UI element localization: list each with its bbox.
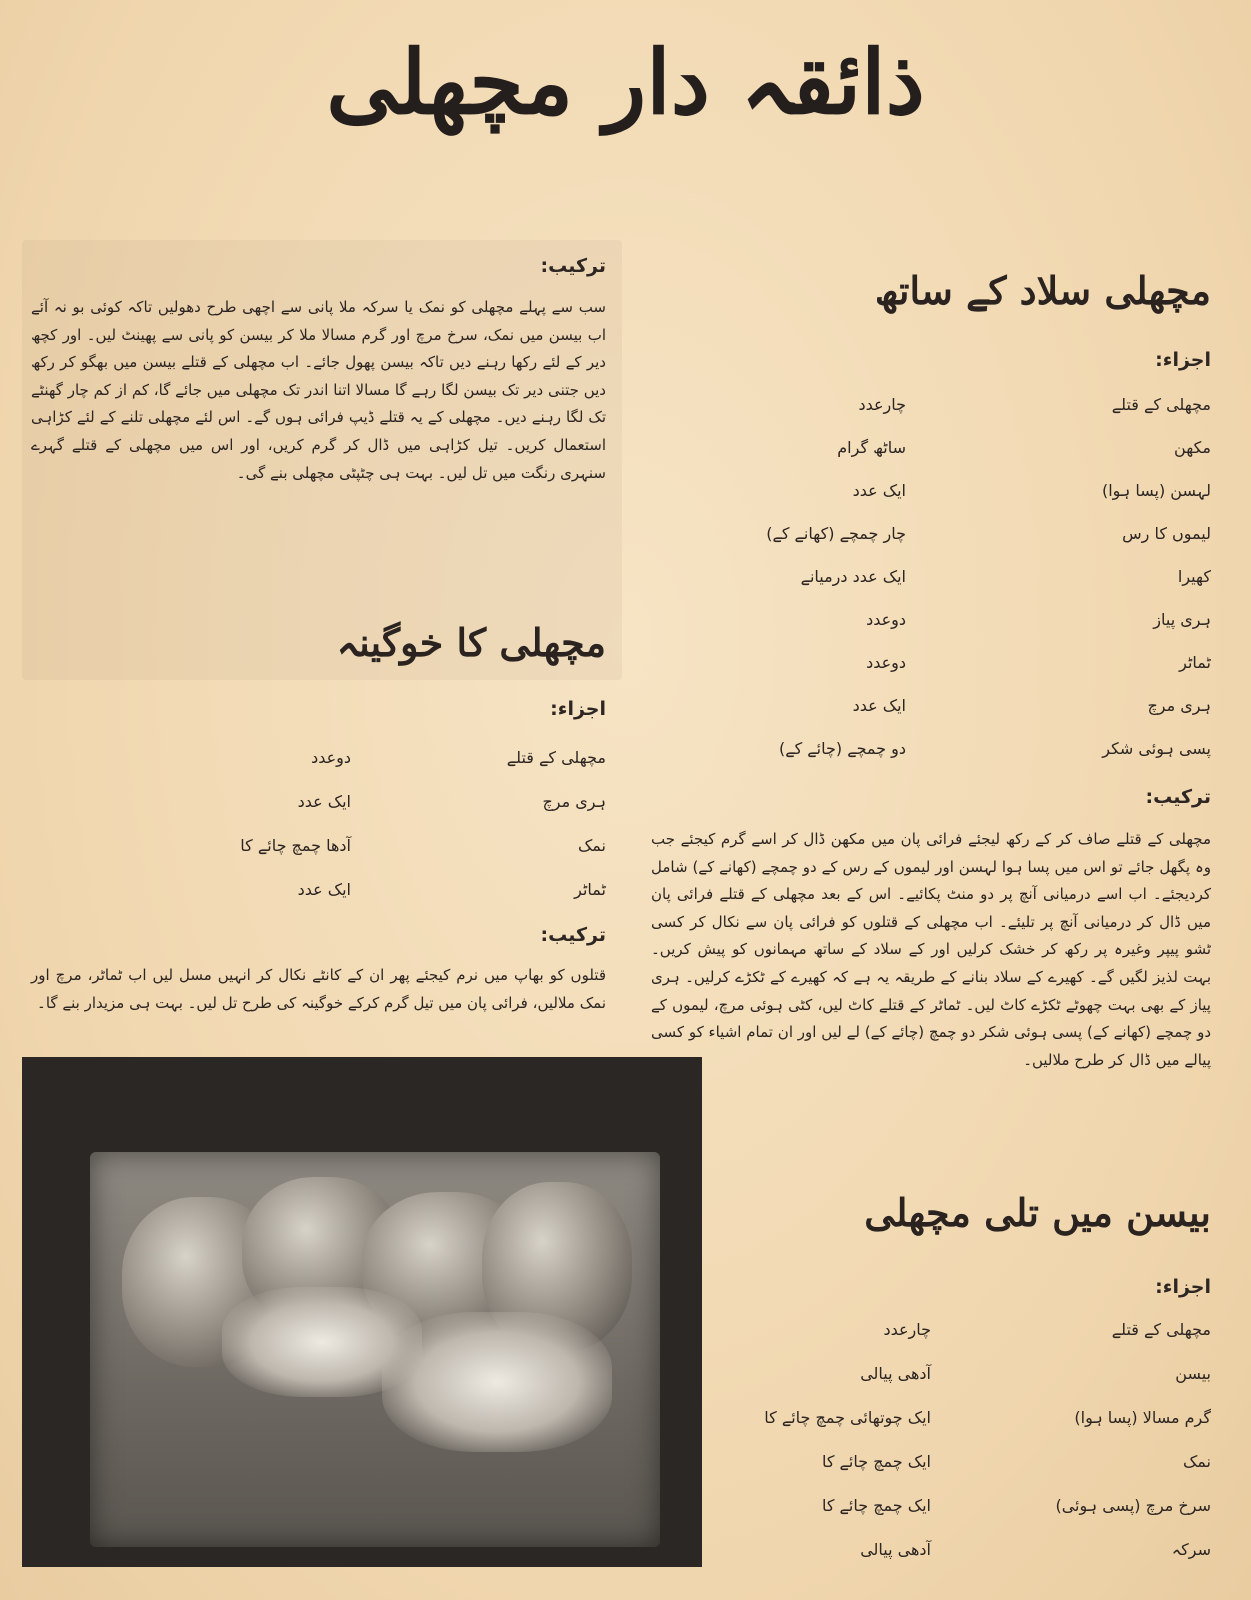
ingredient-item: لہسن (پسا ہوا): [1101, 481, 1211, 500]
ingredient-item: گرم مسالا (پسا ہوا): [1074, 1408, 1211, 1427]
ingredient-item: سرخ مرچ (پسی ہوئی): [1055, 1496, 1211, 1515]
ingredient-qty: ایک عدد: [852, 696, 906, 715]
recipe2-method-label: ترکیب:: [540, 255, 606, 277]
ingredient-item: ٹماٹر: [1179, 653, 1211, 672]
ingredient-item: ہری مرچ: [542, 792, 606, 811]
ingredient-item: نمک: [577, 836, 606, 855]
ingredient-item: ہری پیاز: [1153, 610, 1211, 629]
ingredient-item: پسی ہوئی شکر: [1102, 739, 1211, 758]
ingredient-qty: ایک عدد: [297, 792, 351, 811]
ingredient-qty: ایک عدد درمیانے: [800, 567, 906, 586]
recipe3-ingredients-label: اجزاء:: [550, 698, 606, 720]
recipe3-method-label: ترکیب:: [540, 924, 606, 946]
ingredient-qty: آدھا چمچ چائے کا: [240, 836, 351, 855]
ingredient-item: مکھن: [1174, 438, 1211, 457]
ingredient-item: ہری مرچ: [1147, 696, 1211, 715]
ingredient-item: بیسن: [1175, 1364, 1211, 1383]
recipe1-method-label: ترکیب:: [1145, 786, 1211, 808]
dish-photo: [22, 1057, 702, 1567]
ingredient-item: لیموں کا رس: [1122, 524, 1211, 543]
recipe3-method-text: قتلوں کو بھاپ میں نرم کیجئے پھر ان کے کانٹے نکال کر انہیں مسل لیں اب ٹماٹر، مرچ اور نمک ملالیں، فرائی پان میں تیل گرم کرکے خوگینہ کی طرح تل لیں۔ بہت ہی مزیدار بنے گا۔: [31, 966, 606, 1012]
ingredient-qty: ایک عدد: [297, 880, 351, 899]
recipe2-title: بیسن میں تلی مچھلی: [864, 1190, 1211, 1235]
ingredient-qty: ایک چمچ چائے کا: [821, 1452, 931, 1471]
ingredient-qty: آدھی پیالی: [860, 1540, 931, 1559]
ingredient-qty: دوعدد: [866, 610, 906, 629]
ingredient-qty: دو چمچے (چائے کے): [778, 739, 906, 758]
ingredient-item: مچھلی کے قتلے: [506, 748, 606, 767]
ingredient-qty: آدھی پیالی: [860, 1364, 931, 1383]
recipe1-title: مچھلی سلاد کے ساتھ: [874, 268, 1211, 313]
ingredient-qty: ایک چمچ چائے کا: [821, 1496, 931, 1515]
ingredient-qty: دوعدد: [311, 748, 351, 767]
ingredient-item: سرکہ: [1171, 1540, 1211, 1559]
garnish: [382, 1312, 612, 1452]
ingredient-item: کھیرا: [1177, 567, 1211, 586]
ingredient-item: مچھلی کے قتلے: [1111, 395, 1211, 414]
recipe1-method-text: مچھلی کے قتلے صاف کر کے رکھ لیجئے فرائی پان میں مکھن ڈال کر اسے گرم کیجئے جب وہ پگھل جائے تو اس میں پسا ہوا لہسن اور لیموں کے رس کے دو چمچے (کھانے کے) شامل کردیجئے۔ اب اسے درمیانی آنچ پر دو منٹ پکائیے۔ اس کے بعد مچھلی کے قتلے فرائی پان میں ڈال کر درمیانی آنچ پر تلیئے۔ اب مچھلی کے قتلوں کو فرائی پان سے نکال کر کسی ٹشو پیپر وغیرہ پر رکھ کر خشک کرلیں اور کے سلاد کے ساتھ مہمانوں کو پیش کریں۔ بہت لذیز لگیں گے۔ کھیرے کے سلاد بنانے کے طریقہ یہ ہے کہ کھیرے کے ٹکڑے کرلیں۔ ہری پیاز کے بھی بہت چھوٹے ٹکڑے کاٹ لیں۔ ٹماٹر کے قتلے کاٹ لیں، کٹی ہوئی مرچ، لیموں کے دو چمچے (کھانے کے) پسی ہوئی شکر دو چمچ (چائے کے) لے لیں اور ان تمام اشیاء کو کسی پیالے میں ڈال کر طرح ملالیں۔: [651, 830, 1211, 1069]
ingredient-qty: ساٹھ گرام: [837, 438, 906, 457]
page-title: ذائقہ دار مچھلی: [326, 30, 925, 134]
ingredient-qty: چارعدد: [883, 1320, 931, 1339]
ingredient-qty: دوعدد: [866, 653, 906, 672]
recipe2-ingredients-label: اجزاء:: [1155, 1276, 1211, 1298]
recipe2-method-text: سب سے پہلے مچھلی کو نمک یا سرکہ ملا پانی سے اچھی طرح دھولیں تاکہ کوئی بو نہ آئے اب بیسن میں نمک، سرخ مرچ اور گرم مسالا ملا کر بیسن کو پانی سے پھینٹ لیں۔ اور کچھ دیر کے لئے رکھا رہنے دیں تاکہ بیسن پھول جائے۔ اب مچھلی کے قتلے بیسن میں بھگو کر رکھ دیں جتنی دیر تک بیسن لگا رہے گا مسالا اتنا اندر تک مچھلی میں جائے گا، کم از کم چار گھنٹے تک لگا رہنے دیں۔ مچھلی کے یہ قتلے ڈیپ فرائی ہوں گے۔ اس لئے مچھلی تلنے کے لئے کڑاہی استعمال کریں۔ تیل کڑاہی میں ڈال کر گرم کریں، اور اس میں مچھلی کے قتلے گہرے سنہری رنگت میں تل لیں۔ بہت ہی چٹپٹی مچھلی بنے گی۔: [31, 298, 606, 482]
ingredient-qty: چار چمچے (کھانے کے): [766, 524, 906, 543]
ingredient-qty: ایک چوتھائی چمچ چائے کا: [764, 1408, 931, 1427]
ingredient-item: ٹماٹر: [574, 880, 606, 899]
ingredient-item: مچھلی کے قتلے: [1111, 1320, 1211, 1339]
ingredient-qty: چارعدد: [858, 395, 906, 414]
ingredient-qty: ایک عدد: [852, 481, 906, 500]
recipe3-title: مچھلی کا خوگینہ: [336, 620, 606, 665]
ingredient-item: نمک: [1182, 1452, 1211, 1471]
recipe1-ingredients-label: اجزاء:: [1155, 349, 1211, 371]
